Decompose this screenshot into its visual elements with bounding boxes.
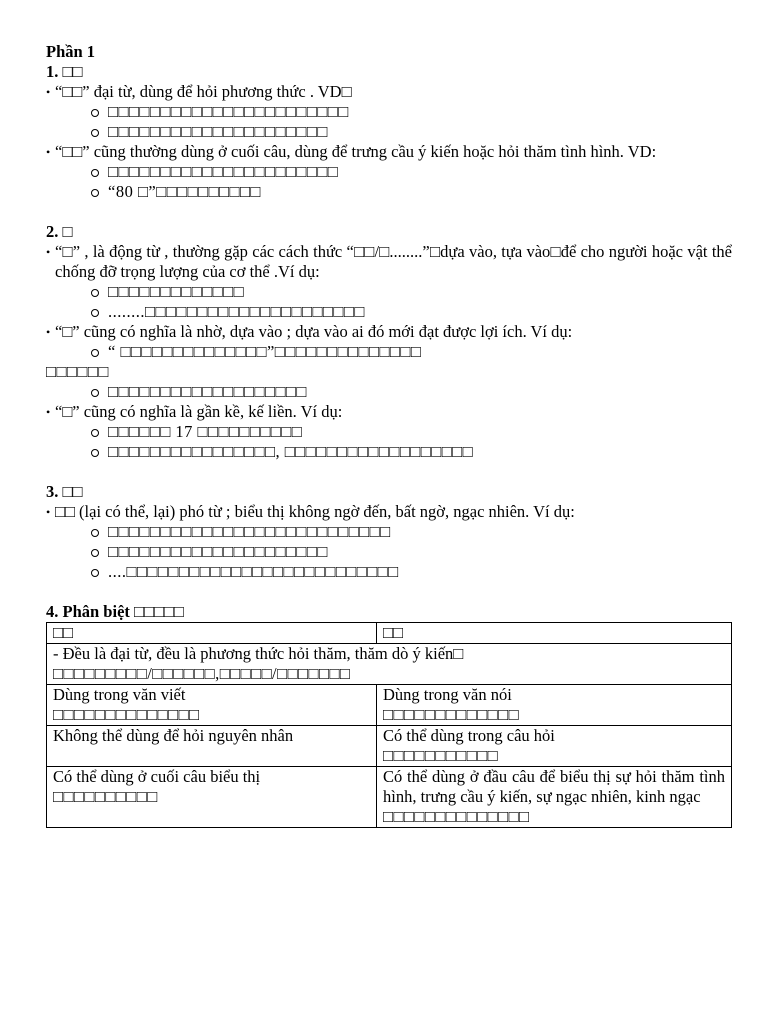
table-header-right: □□ — [377, 623, 732, 644]
table-row — [47, 644, 732, 685]
section-2-example: □□□□□□□□□□□□□□□□, □□□□□□□□□□□□□□□□□□ — [46, 442, 732, 462]
section-3-example: □□□□□□□□□□□□□□□□□□□□□ — [46, 542, 732, 562]
section-1-bullet-2: • “□□” cũng thường dùng ở cuối câu, dùng để trưng cầu ý kiến hoặc hỏi thăm tình hình. VD: — [46, 142, 732, 162]
table-cell-text: □□□□□□□□□□□□□ — [383, 705, 520, 724]
table-row — [47, 726, 732, 767]
table-cell — [47, 685, 377, 726]
table-cell — [47, 767, 377, 828]
section-1-heading: 1. □□ — [46, 62, 83, 81]
section-2-example: “ □□□□□□□□□□□□□□”□□□□□□□□□□□□□□ — [46, 342, 732, 362]
table-cell — [377, 726, 732, 767]
table-cell-text: Không thể dùng để hỏi nguyên nhân — [53, 726, 294, 745]
table-common-cell — [47, 644, 732, 685]
section-2-example: □□□□□□□□□□□□□□□□□□□ — [46, 382, 732, 402]
section-2-continuation: □□□□□□ — [46, 362, 109, 381]
table-header-left: □□ — [47, 623, 377, 644]
table-cell-text: Dùng trong văn nói — [383, 685, 512, 704]
section-1-example: “80 □”□□□□□□□□□□ — [46, 182, 732, 202]
section-3-bullet-1: • □□ (lại có thể, lại) phó từ ; biểu thị không ngờ đến, bất ngờ, ngạc nhiên. Ví dụ: — [46, 502, 732, 522]
table-cell — [47, 726, 377, 767]
section-2-bullet-2: • “□” cũng có nghĩa là nhờ, dựa vào ; dựa vào ai đó mới đạt được lợi ích. Ví dụ: — [46, 322, 732, 342]
section-3-heading: 3. □□ — [46, 482, 83, 501]
section-1-example: □□□□□□□□□□□□□□□□□□□□□□ — [46, 162, 732, 182]
comparison-table — [46, 622, 732, 828]
section-3-example: ....□□□□□□□□□□□□□□□□□□□□□□□□□□ — [46, 562, 732, 582]
section-2-example: □□□□□□□□□□□□□ — [46, 282, 732, 302]
section-2-example: ........□□□□□□□□□□□□□□□□□□□□□ — [46, 302, 732, 322]
section-3-example: □□□□□□□□□□□□□□□□□□□□□□□□□□□ — [46, 522, 732, 542]
table-cell — [377, 685, 732, 726]
table-cell-text: Có thể dùng trong câu hỏi — [383, 726, 555, 745]
table-cell — [377, 767, 732, 828]
table-cell-text: □□□□□□□□□□□□□□ — [53, 705, 200, 724]
table-row — [47, 623, 732, 644]
section-1-bullet-1: • “□□” đại từ, dùng để hỏi phương thức . VD□ — [46, 82, 732, 102]
table-cell-text: - Đều là đại từ, đều là phương thức hỏi thăm, thăm dò ý kiến□ — [53, 644, 464, 663]
table-cell-text: □□□□□□□□□□□□□□ — [383, 807, 530, 826]
part-title: Phần 1 — [46, 42, 96, 61]
section-2-bullet-3: • “□” cũng có nghĩa là gần kề, kế liền. Ví dụ: — [46, 402, 732, 422]
section-2-heading: 2. □ — [46, 222, 73, 241]
table-cell-text: □□□□□□□□□□□ — [383, 746, 499, 765]
table-cell-text: Có thể dùng ở cuối câu biểu thị — [53, 767, 261, 786]
section-2-example: □□□□□□ 17 □□□□□□□□□□ — [46, 422, 732, 442]
section-4-heading: 4. Phân biệt □□□□□ — [46, 602, 184, 621]
table-row — [47, 767, 732, 828]
table-cell-text: Có thể dùng ở đầu câu để biểu thị sự hỏi thăm tình hình, trưng cầu ý kiến, sự ngạc nhiên, kinh ngạc — [383, 767, 725, 806]
section-1-example: □□□□□□□□□□□□□□□□□□□□□ — [46, 122, 732, 142]
table-cell-text: □□□□□□□□□□ — [53, 787, 158, 806]
section-2-bullet-1: • “□” , là động từ , thường gặp các cách thức “□□/□........”□dựa vào, tựa vào□để cho người hoặc vật thể chống đỡ trọng lượng của cơ thể .Ví dụ: — [46, 242, 732, 282]
table-cell-text: □□□□□□□□□/□□□□□□,□□□□□/□□□□□□□ — [53, 664, 351, 683]
section-1-example: □□□□□□□□□□□□□□□□□□□□□□□ — [46, 102, 732, 122]
table-cell-text: Dùng trong văn viết — [53, 685, 186, 704]
document-page — [46, 42, 732, 828]
table-row — [47, 685, 732, 726]
